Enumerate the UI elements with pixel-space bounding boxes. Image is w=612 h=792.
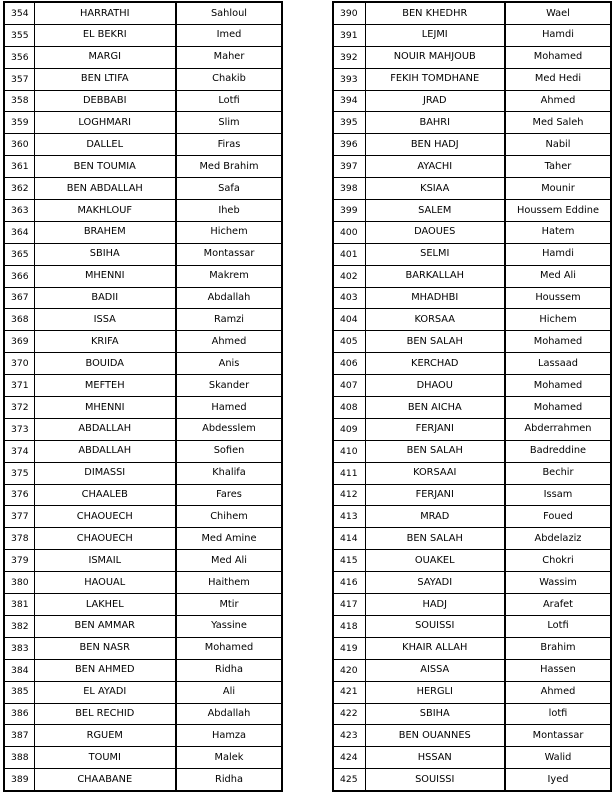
row-number: 389 [4,769,34,791]
row-number: 359 [4,112,34,134]
table-row [4,418,282,440]
row-number: 385 [4,681,34,703]
first-name: Maher [176,46,282,68]
last-name: KHAIR ALLAH [365,637,505,659]
last-name: HSSAN [365,747,505,769]
last-name: AYACHI [365,156,505,178]
last-name: BAHRI [365,112,505,134]
first-name: Abdallah [176,287,282,309]
last-name: MEFTEH [34,375,176,397]
table-row [4,506,282,528]
table-row [4,484,282,506]
row-number: 373 [4,418,34,440]
table-row [333,637,611,659]
table-row [333,90,611,112]
row-number: 372 [4,397,34,419]
first-name: Ahmed [176,331,282,353]
row-number: 412 [333,484,365,506]
first-name: Ridha [176,659,282,681]
table-row [333,615,611,637]
last-name: BOUIDA [34,353,176,375]
row-number: 415 [333,550,365,572]
row-number: 369 [4,331,34,353]
last-name: EL BEKRI [34,24,176,46]
row-number: 420 [333,659,365,681]
row-number: 398 [333,178,365,200]
first-name: Chakib [176,68,282,90]
row-number: 387 [4,725,34,747]
last-name: ISMAIL [34,550,176,572]
last-name: ABDALLAH [34,440,176,462]
row-number: 374 [4,440,34,462]
table-row [333,769,611,791]
row-number: 367 [4,287,34,309]
last-name: ABDALLAH [34,418,176,440]
row-number: 407 [333,375,365,397]
first-name: Brahim [505,637,611,659]
first-name: Foued [505,506,611,528]
last-name: BEN NASR [34,637,176,659]
table-row [4,2,282,24]
first-name: Ramzi [176,309,282,331]
row-number: 397 [333,156,365,178]
first-name: Abderrahmen [505,418,611,440]
table-row [4,681,282,703]
table-row [4,528,282,550]
last-name: MAKHLOUF [34,200,176,222]
last-name: BRAHEM [34,221,176,243]
table-row [4,747,282,769]
table-row [333,506,611,528]
first-name: Yassine [176,615,282,637]
first-name: Hatem [505,221,611,243]
first-name: Chokri [505,550,611,572]
table-row [333,462,611,484]
table-row [4,550,282,572]
last-name: FERJANI [365,418,505,440]
last-name: KSIAA [365,178,505,200]
table-row [4,462,282,484]
row-number: 391 [333,24,365,46]
first-name: Mohamed [505,46,611,68]
row-number: 370 [4,353,34,375]
table-row [4,178,282,200]
first-name: Mtir [176,594,282,616]
first-name: Badreddine [505,440,611,462]
row-number: 408 [333,397,365,419]
row-number: 422 [333,703,365,725]
first-name: Lotfi [176,90,282,112]
row-number: 414 [333,528,365,550]
table-row [4,637,282,659]
first-name: Walid [505,747,611,769]
last-name: CHAALEB [34,484,176,506]
first-name: Slim [176,112,282,134]
row-number: 360 [4,134,34,156]
row-number: 393 [333,68,365,90]
first-name: Hamdi [505,24,611,46]
first-name: Abdesslem [176,418,282,440]
table-row [333,375,611,397]
last-name: DEBBABI [34,90,176,112]
row-number: 384 [4,659,34,681]
first-name: Firas [176,134,282,156]
first-name: Chihem [176,506,282,528]
first-name: Med Hedi [505,68,611,90]
row-number: 386 [4,703,34,725]
first-name: Med Ali [505,265,611,287]
table-row [4,200,282,222]
table-row [333,221,611,243]
last-name: SBIHA [365,703,505,725]
first-name: Montassar [176,243,282,265]
table-row [333,309,611,331]
table-row [4,156,282,178]
row-number: 361 [4,156,34,178]
row-number: 380 [4,572,34,594]
first-name: Med Ali [176,550,282,572]
first-name: Mohamed [505,331,611,353]
row-number: 379 [4,550,34,572]
row-number: 413 [333,506,365,528]
first-name: Wassim [505,572,611,594]
last-name: OUAKEL [365,550,505,572]
table-row [333,703,611,725]
table-row [4,594,282,616]
table-row [333,178,611,200]
last-name: SALEM [365,200,505,222]
row-number: 362 [4,178,34,200]
last-name: BEN LTIFA [34,68,176,90]
last-name: SOUISSI [365,615,505,637]
last-name: MHENNI [34,397,176,419]
row-number: 364 [4,221,34,243]
last-name: FERJANI [365,484,505,506]
table-row [4,572,282,594]
last-name: DHAOU [365,375,505,397]
row-number: 375 [4,462,34,484]
right-table [332,1,612,792]
last-name: JRAD [365,90,505,112]
first-name: Anis [176,353,282,375]
row-number: 411 [333,462,365,484]
first-name: Safa [176,178,282,200]
row-number: 403 [333,287,365,309]
row-number: 423 [333,725,365,747]
last-name: KORSAAI [365,462,505,484]
first-name: Hassen [505,659,611,681]
table-row [333,572,611,594]
last-name: KRIFA [34,331,176,353]
table-row [333,594,611,616]
first-name: Taher [505,156,611,178]
first-name: Lassaad [505,353,611,375]
row-number: 404 [333,309,365,331]
first-name: Ridha [176,769,282,791]
row-number: 358 [4,90,34,112]
table-row [4,353,282,375]
table-row [333,418,611,440]
table-row [4,440,282,462]
table-row [333,353,611,375]
row-number: 392 [333,46,365,68]
table-row [333,747,611,769]
table-row [333,2,611,24]
row-number: 363 [4,200,34,222]
row-number: 383 [4,637,34,659]
last-name: SOUISSI [365,769,505,791]
first-name: Skander [176,375,282,397]
row-number: 396 [333,134,365,156]
first-name: Wael [505,2,611,24]
first-name: lotfi [505,703,611,725]
first-name: Sahloul [176,2,282,24]
table-row [333,528,611,550]
first-name: Mohamed [505,375,611,397]
first-name: Ahmed [505,90,611,112]
table-row [4,703,282,725]
row-number: 377 [4,506,34,528]
first-name: Malek [176,747,282,769]
last-name: AISSA [365,659,505,681]
row-number: 366 [4,265,34,287]
first-name: Hamza [176,725,282,747]
first-name: Sofien [176,440,282,462]
first-name: Iyed [505,769,611,791]
first-name: Hamdi [505,243,611,265]
last-name: DIMASSI [34,462,176,484]
row-number: 395 [333,112,365,134]
table-row [4,615,282,637]
table-row [4,725,282,747]
first-name: Montassar [505,725,611,747]
last-name: CHAOUECH [34,506,176,528]
row-number: 410 [333,440,365,462]
row-number: 356 [4,46,34,68]
table-row [4,221,282,243]
first-name: Ahmed [505,681,611,703]
last-name: BEN AMMAR [34,615,176,637]
row-number: 376 [4,484,34,506]
last-name: KERCHAD [365,353,505,375]
first-name: Imed [176,24,282,46]
last-name: SELMI [365,243,505,265]
last-name: BARKALLAH [365,265,505,287]
table-row [333,46,611,68]
last-name: BEN SALAH [365,331,505,353]
row-number: 409 [333,418,365,440]
last-name: ISSA [34,309,176,331]
last-name: HADJ [365,594,505,616]
table-row [4,24,282,46]
last-name: BEN ABDALLAH [34,178,176,200]
first-name: Hamed [176,397,282,419]
last-name: BEN KHEDHR [365,2,505,24]
row-number: 381 [4,594,34,616]
row-number: 400 [333,221,365,243]
table-row [333,243,611,265]
table-row [4,68,282,90]
first-name: Bechir [505,462,611,484]
last-name: NOUIR MAHJOUB [365,46,505,68]
last-name: MRAD [365,506,505,528]
last-name: TOUMI [34,747,176,769]
last-name: LAKHEL [34,594,176,616]
row-number: 417 [333,594,365,616]
last-name: BEN OUANNES [365,725,505,747]
first-name: Arafet [505,594,611,616]
first-name: Mohamed [505,397,611,419]
first-name: Abdelaziz [505,528,611,550]
left-table-body [4,2,282,791]
last-name: RGUEM [34,725,176,747]
row-number: 421 [333,681,365,703]
last-name: BEN AICHA [365,397,505,419]
table-row [4,46,282,68]
table-row [333,265,611,287]
first-name: Mohamed [176,637,282,659]
first-name: Lotfi [505,615,611,637]
last-name: SBIHA [34,243,176,265]
row-number: 355 [4,24,34,46]
row-number: 365 [4,243,34,265]
table-row [333,134,611,156]
last-name: CHAOUECH [34,528,176,550]
last-name: MARGI [34,46,176,68]
table-row [333,24,611,46]
table-row [4,90,282,112]
row-number: 419 [333,637,365,659]
table-row [4,265,282,287]
row-number: 406 [333,353,365,375]
last-name: LEJMI [365,24,505,46]
last-name: DAOUES [365,221,505,243]
last-name: MHADHBI [365,287,505,309]
row-number: 371 [4,375,34,397]
table-row [333,331,611,353]
first-name: Houssem Eddine [505,200,611,222]
row-number: 399 [333,200,365,222]
first-name: Hichem [176,221,282,243]
last-name: HERGLI [365,681,505,703]
last-name: BEN AHMED [34,659,176,681]
table-row [4,243,282,265]
last-name: BEN TOUMIA [34,156,176,178]
table-row [333,397,611,419]
first-name: Med Amine [176,528,282,550]
last-name: BEN SALAH [365,528,505,550]
last-name: SAYADI [365,572,505,594]
left-table [3,1,283,792]
row-number: 402 [333,265,365,287]
last-name: DALLEL [34,134,176,156]
first-name: Ali [176,681,282,703]
first-name: Khalifa [176,462,282,484]
first-name: Mounir [505,178,611,200]
table-row [4,375,282,397]
last-name: CHAABANE [34,769,176,791]
table-row [333,156,611,178]
table-row [4,287,282,309]
table-row [333,287,611,309]
last-name: EL AYADI [34,681,176,703]
row-number: 405 [333,331,365,353]
first-name: Med Saleh [505,112,611,134]
first-name: Iheb [176,200,282,222]
last-name: HAOUAL [34,572,176,594]
row-number: 354 [4,2,34,24]
first-name: Med Brahim [176,156,282,178]
last-name: HARRATHI [34,2,176,24]
last-name: BADII [34,287,176,309]
table-row [333,68,611,90]
last-name: LOGHMARI [34,112,176,134]
last-name: BEL RECHID [34,703,176,725]
table-row [333,659,611,681]
row-number: 416 [333,572,365,594]
first-name: Issam [505,484,611,506]
right-table-body [333,2,611,791]
last-name: BEN HADJ [365,134,505,156]
first-name: Houssem [505,287,611,309]
first-name: Fares [176,484,282,506]
row-number: 394 [333,90,365,112]
row-number: 378 [4,528,34,550]
row-number: 418 [333,615,365,637]
table-row [333,200,611,222]
table-row [333,440,611,462]
table-row [4,309,282,331]
table-row [333,725,611,747]
table-row [4,134,282,156]
last-name: BEN SALAH [365,440,505,462]
first-name: Abdallah [176,703,282,725]
first-name: Makrem [176,265,282,287]
last-name: KORSAA [365,309,505,331]
first-name: Nabil [505,134,611,156]
first-name: Hichem [505,309,611,331]
table-row [4,769,282,791]
row-number: 401 [333,243,365,265]
table-row [4,397,282,419]
row-number: 424 [333,747,365,769]
last-name: MHENNI [34,265,176,287]
row-number: 368 [4,309,34,331]
row-number: 425 [333,769,365,791]
table-row [4,659,282,681]
last-name: FEKIH TOMDHANE [365,68,505,90]
row-number: 388 [4,747,34,769]
table-row [333,681,611,703]
table-row [333,112,611,134]
row-number: 382 [4,615,34,637]
table-row [4,112,282,134]
table-row [333,550,611,572]
first-name: Haithem [176,572,282,594]
row-number: 390 [333,2,365,24]
table-row [4,331,282,353]
table-row [333,484,611,506]
row-number: 357 [4,68,34,90]
